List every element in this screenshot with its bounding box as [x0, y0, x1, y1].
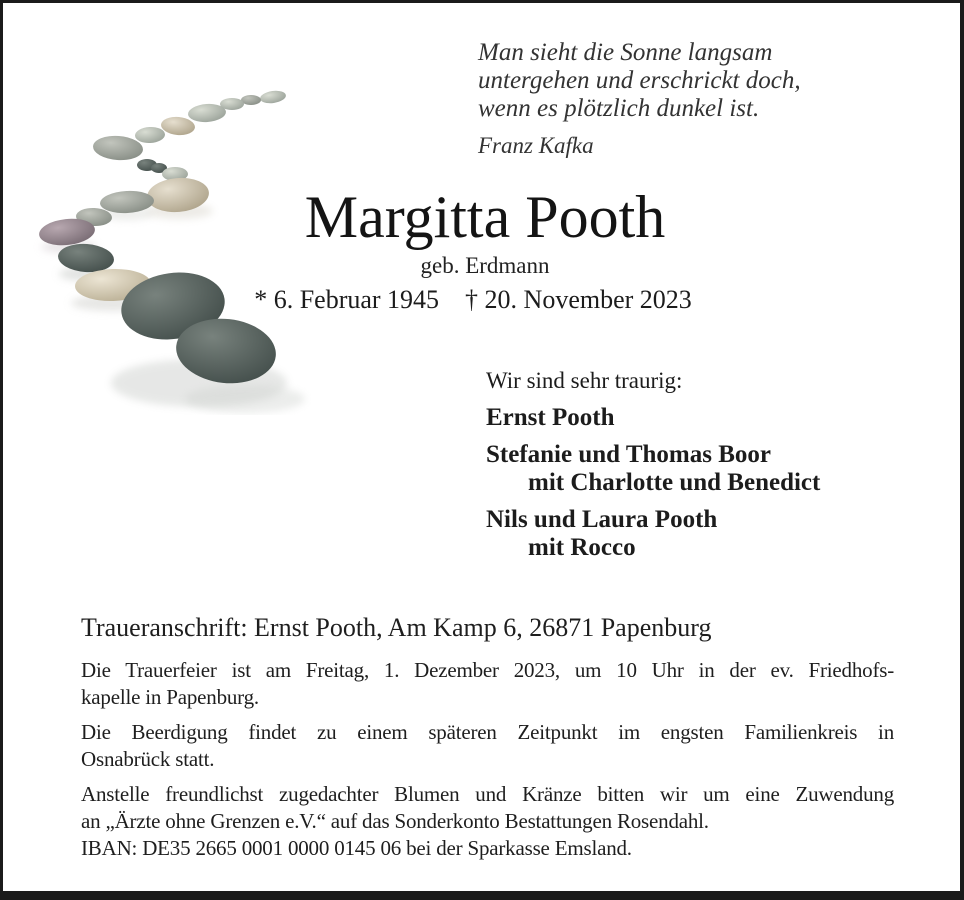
- burial-line-2: Osnabrück statt.: [81, 747, 215, 771]
- life-dates: [3, 285, 964, 315]
- burial-paragraph: [81, 719, 894, 773]
- funeral-line-2: kapelle in Papenburg.: [81, 685, 259, 709]
- mourners-intro: Wir sind sehr traurig:: [486, 368, 683, 393]
- mourner-group-3: [486, 506, 820, 562]
- birth-date: * 6. Februar 1945: [254, 285, 440, 314]
- mourner-group-1: [486, 404, 820, 432]
- mourner-name: Ernst Pooth: [486, 404, 615, 431]
- mourners-block: [486, 367, 820, 562]
- death-date: † 20. November 2023: [465, 285, 692, 314]
- burial-line-1: Die Beerdigung findet zu einem späteren Zeitpunkt im engsten Familienkreis in: [81, 720, 894, 744]
- funeral-line-1: Die Trauerfeier ist am Freitag, 1. Dezember 2023, um 10 Uhr in der ev. Friedhofs-: [81, 658, 894, 682]
- deceased-name: Margitta Pooth: [304, 184, 666, 250]
- maiden-name: geb. Erdmann: [420, 253, 550, 278]
- mourner-group-2: [486, 441, 820, 497]
- donation-line-3: IBAN: DE35 2665 0001 0000 0145 06 bei der Sparkasse Emsland.: [81, 836, 632, 860]
- mourner-name: mit Rocco: [528, 534, 636, 561]
- quote-attribution: Franz Kafka: [478, 133, 594, 158]
- mourner-name: Stefanie und Thomas Boor: [486, 441, 772, 468]
- mourner-name: Nils und Laura Pooth: [486, 506, 718, 533]
- stone-path-image: [9, 81, 311, 415]
- details-block: [81, 613, 894, 862]
- donation-line-1: Anstelle freundlichst zugedachter Blumen und Kränze bitten wir um eine Zuwendung: [81, 782, 894, 806]
- mourner-name: mit Charlotte und Benedict: [528, 469, 821, 496]
- mourning-address: Traueranschrift: Ernst Pooth, Am Kamp 6, 26871 Papenburg: [81, 613, 712, 642]
- donation-paragraph: [81, 781, 894, 862]
- quote-block: [478, 39, 801, 160]
- quote-line-2: untergehen und erschrickt doch,: [478, 67, 801, 94]
- quote-line-1: Man sieht die Sonne langsam: [478, 39, 773, 66]
- quote-line-3: wenn es plötzlich dunkel ist.: [478, 95, 760, 122]
- donation-line-2: an „Ärzte ohne Grenzen e.V.“ auf das Sonderkonto Bestattungen Rosendahl.: [81, 809, 709, 833]
- funeral-paragraph: [81, 657, 894, 711]
